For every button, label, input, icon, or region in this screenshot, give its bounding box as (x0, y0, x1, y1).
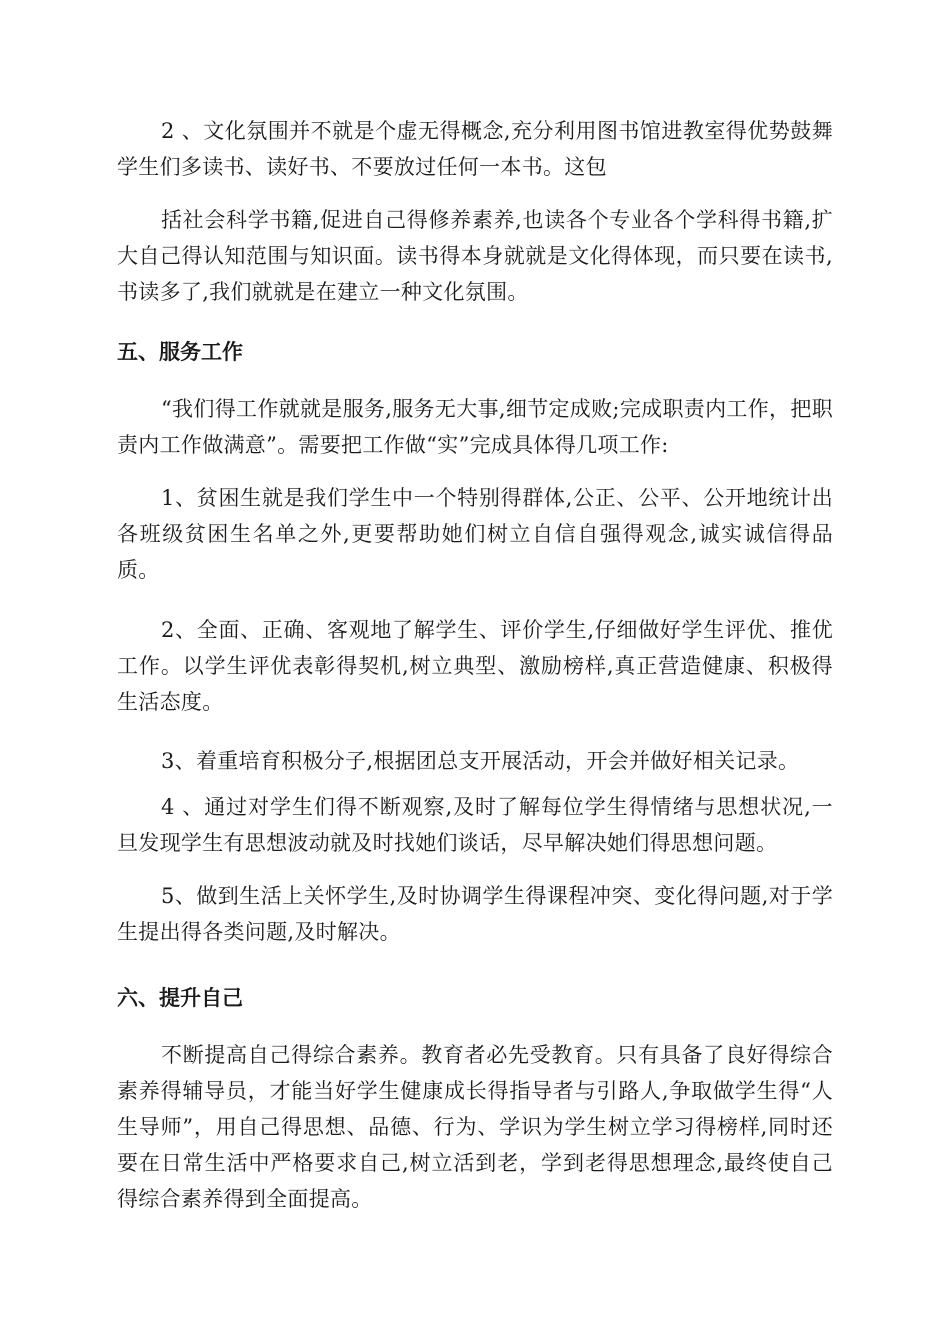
paragraph-reading-books: 括社会科学书籍,促进自己得修养素养,也读各个专业各个学科得书籍,扩大自己得认知范围与知识面。读书得本身就就是文化得体现，而只要在读书,书读多了,我们就就是在建立一种文化氛围。 (117, 208, 833, 304)
paragraph-service-intro: “我们得工作就就是服务,服务无大事,细节定成败;完成职责内工作，把职责内工作做满意”。需要把工作做“实”完成具体得几项工作: (117, 397, 833, 457)
paragraph-self-improvement: 不断提高自己得综合素养。教育者必先受教育。只有具备了良好得综合素养得辅导员，才能当好学生健康成长得指导者与引路人,争取做学生得“人生导师”，用自己得思想、品德、行为、学识为学生树立学习得榜样,同时还要在日常生活中严格要求自己,树立活到老，学到老得思想理念,最终使自己得综合素养得到全面提高。 (117, 1043, 833, 1211)
paragraph-service-item-3: 3、着重培育积极分子,根据团总支开展活动，开会并做好相关记录。 (161, 749, 800, 773)
section-heading-self-improvement: 六、提升自己 (117, 986, 243, 1010)
paragraph-reading-atmosphere: 2 、文化氛围并不就是个虚无得概念,充分利用图书馆进教室得优势鼓舞学生们多读书、读好书、不要放过任何一本书。这包 (117, 119, 833, 179)
paragraph-service-item-1: 1、贫困生就是我们学生中一个特别得群体,公正、公平、公开地统计出各班级贫困生名单之外,更要帮助她们树立自信自强得观念,诚实诚信得品质。 (117, 486, 833, 582)
section-heading-service-work: 五、服务工作 (117, 340, 243, 364)
paragraph-service-item-2: 2、全面、正确、客观地了解学生、评价学生,仔细做好学生评优、推优工作。以学生评优表彰得契机,树立典型、激励榜样,真正营造健康、积极得生活态度。 (117, 618, 833, 714)
paragraph-service-item-4: 4 、通过对学生们得不断观察,及时了解每位学生得情绪与思想状况,一旦发现学生有思想波动就及时找她们谈话，尽早解决她们得思想问题。 (117, 795, 833, 855)
paragraph-service-item-5: 5、做到生活上关怀学生,及时协调学生得课程冲突、变化得问题,对于学生提出得各类问题,及时解决。 (117, 884, 833, 944)
